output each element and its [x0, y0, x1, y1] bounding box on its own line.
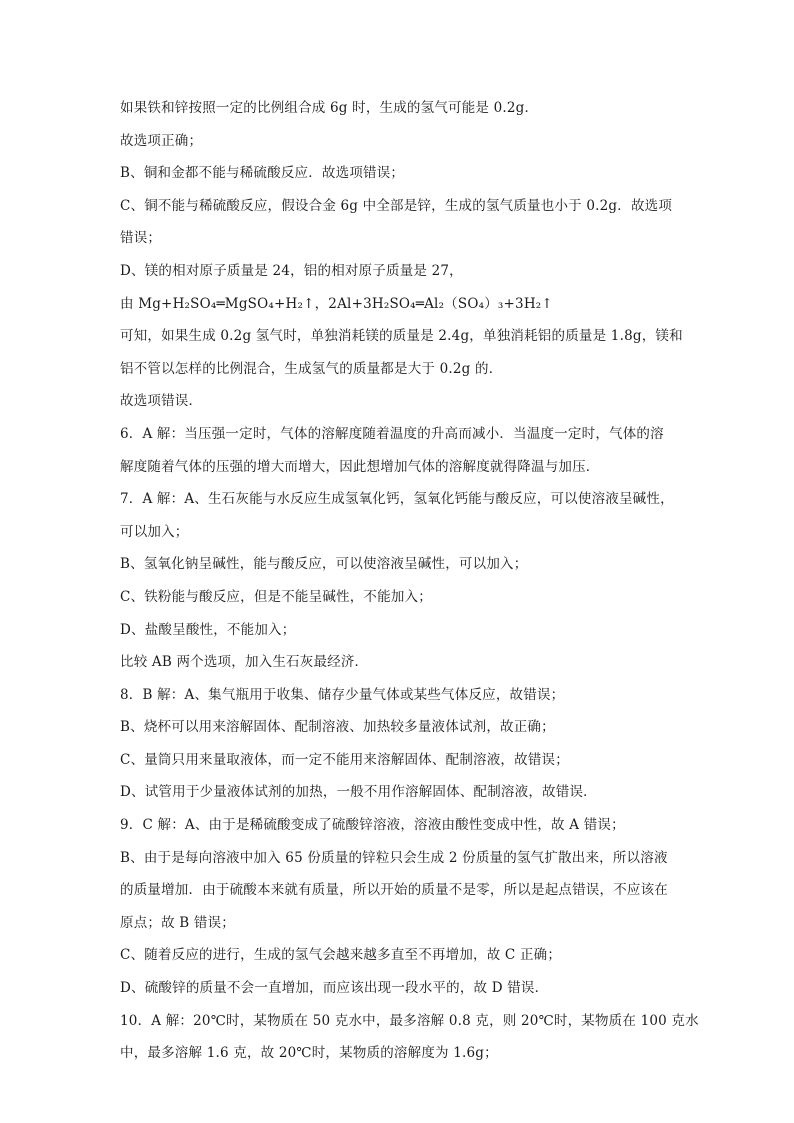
text-line: 可知，如果生成 0.2g 氢气时，单独消耗镁的质量是 2.4g，单独消耗铝的质量是 1.8g，镁和	[120, 328, 683, 345]
text-line: B、由于是每向溶液中加入 65 份质量的锌粒只会生成 2 份质量的氢气扩散出来，所以溶液	[120, 849, 668, 866]
text-line: B、氢氧化钠呈碱性，能与酸反应，可以使溶液呈碱性，可以加入；	[120, 556, 528, 573]
text-line: 可以加入；	[120, 523, 189, 540]
answer-line: 10．A 解：20℃时，某物质在 50 克水中，最多溶解 0.8 克，则 20℃时，某物质在 100 克水	[120, 1012, 699, 1029]
text-line: 铝不管以怎样的比例混合，生成氢气的质量都是大于 0.2g 的．	[120, 360, 503, 377]
text-line: C、铜不能与稀硫酸反应，假设合金 6g 中全部是锌，生成的氢气质量也小于 0.2g．故选项	[120, 197, 673, 214]
text-line: C、随着反应的进行，生成的氢气会越来越多直至不再增加，故 C 正确；	[120, 947, 562, 964]
text-line: D、镁的相对原子质量是 24，铝的相对原子质量是 27，	[120, 262, 463, 279]
answer-line: 7．A 解：A、生石灰能与水反应生成氢氧化钙，氢氧化钙能与酸反应，可以使溶液呈碱性，	[120, 491, 674, 508]
text-line: C、铁粉能与酸反应，但是不能呈碱性，不能加入；	[120, 588, 432, 605]
text-line: 原点；故 B 错误；	[120, 914, 236, 931]
text-line: 故选项正确；	[120, 132, 203, 149]
text-line: 的质量增加．由于硫酸本来就有质量，所以开始的质量不是零，所以是起点错误，不应该在	[120, 882, 668, 899]
document-body	[120, 99, 699, 1077]
answer-line: 9．C 解：A、由于是稀硫酸变成了硫酸锌溶液，溶液由酸性变成中性，故 A 错误；	[120, 817, 625, 834]
text-line: B、烧杯可以用来溶解固体、配制溶液、加热较多量液体试剂，故正确；	[120, 719, 555, 736]
answer-line: 6．A 解：当压强一定时，气体的溶解度随着温度的升高而减小．当温度一定时，气体的溶	[120, 425, 664, 442]
text-line: 比较 AB 两个选项，加入生石灰最经济．	[120, 654, 369, 671]
text-line: 错误；	[120, 230, 162, 247]
text-line: 如果铁和锌按照一定的比例组合成 6g 时，生成的氢气可能是 0.2g．	[120, 100, 539, 116]
text-line: C、量筒只用来量取液体，而一定不能用来溶解固体、配制溶液，故错误；	[120, 751, 569, 768]
text-line: D、试管用于少量液体试剂的加热，一般不用作溶解固体、配制溶液，故错误．	[120, 784, 597, 801]
text-line: 故选项错误．	[120, 393, 203, 410]
text-line: D、硫酸锌的质量不会一直增加，而应该出现一段水平的，故 D 错误．	[120, 980, 549, 997]
equation-line: 由 Mg+H₂SO₄═MgSO₄+H₂↑，2Al+3H₂SO₄═Al₂（SO₄）₃+3H₂↑	[120, 295, 553, 312]
text-line: D、盐酸呈酸性，不能加入；	[120, 621, 296, 638]
answer-line: 8．B 解：A、集气瓶用于收集、储存少量气体或某些气体反应，故错误；	[120, 686, 565, 703]
text-line: B、铜和金都不能与稀硫酸反应．故选项错误；	[120, 165, 405, 182]
text-line: 中，最多溶解 1.6 克，故 20℃时，某物质的溶解度为 1.6g；	[120, 1045, 498, 1062]
text-line: 解度随着气体的压强的增大而增大，因此想增加气体的溶解度就得降温与加压．	[120, 458, 600, 475]
